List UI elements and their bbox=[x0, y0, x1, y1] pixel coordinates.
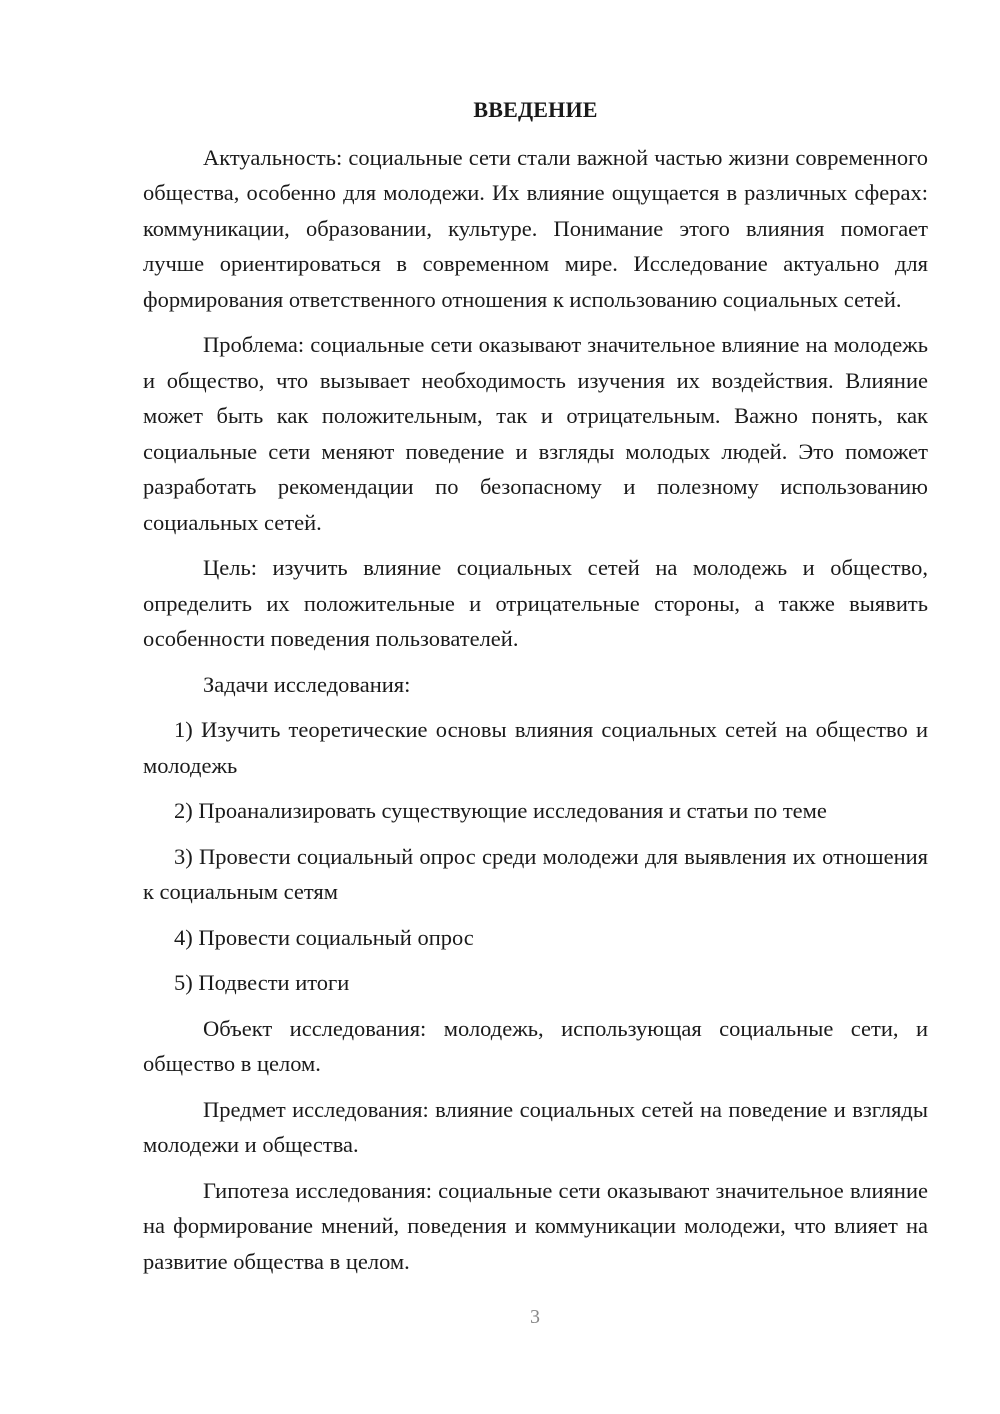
list-item: 4) Провести социальный опрос bbox=[174, 924, 474, 950]
list-item: 1) Изучить теоретические основы влияния социальных сетей на общество и молодежь bbox=[143, 717, 928, 778]
list-item: 5) Подвести итоги bbox=[174, 970, 350, 995]
paragraph-relevance: Актуальность: социальные сети стали важной частью жизни современного общества, особенно для молодежи. Их влияние ощущается в различных сферах: коммуникации, образовании, культуре. Понимание этого влияния помогает лучше ориентироваться в современном мире. Исследование актуально для формирования ответственного отношения к использованию социальных сетей. bbox=[143, 144, 928, 312]
page-number: 3 bbox=[530, 1306, 540, 1328]
tasks-heading: Задачи исследования: bbox=[203, 671, 411, 697]
tasks-list bbox=[143, 712, 928, 1001]
page-content bbox=[143, 92, 928, 1289]
page-title: ВВЕДЕНИЕ bbox=[473, 97, 598, 122]
list-item: 2) Проанализировать существующие исследования и статьи по теме bbox=[174, 798, 827, 823]
paragraph-hypothesis: Гипотеза исследования: социальные сети оказывают значительное влияние на формирование мнений, поведения и коммуникации молодежи, что влияет на развитие общества в целом. bbox=[143, 1177, 928, 1274]
paragraph-problem: Проблема: социальные сети оказывают значительное влияние на молодежь и общество, что вызывает необходимость изучения их воздействия. Влияние может быть как положительным, так и отрицательным. Важно понять, как социальные сети меняют поведение и взгляды молодых людей. Это поможет разработать рекомендации по безопасному и полезному использованию социальных сетей. bbox=[143, 332, 928, 535]
paragraph-goal: Цель: изучить влияние социальных сетей на молодежь и общество, определить их положительные и отрицательные стороны, а также выявить особенности поведения пользователей. bbox=[143, 555, 928, 651]
list-item: 3) Провести социальный опрос среди молодежи для выявления их отношения к социальным сетям bbox=[143, 843, 928, 904]
paragraph-subject: Предмет исследования: влияние социальных сетей на поведение и взгляды молодежи и общества. bbox=[143, 1096, 928, 1157]
paragraph-object: Объект исследования: молодежь, использующая социальные сети, и общество в целом. bbox=[143, 1015, 928, 1076]
